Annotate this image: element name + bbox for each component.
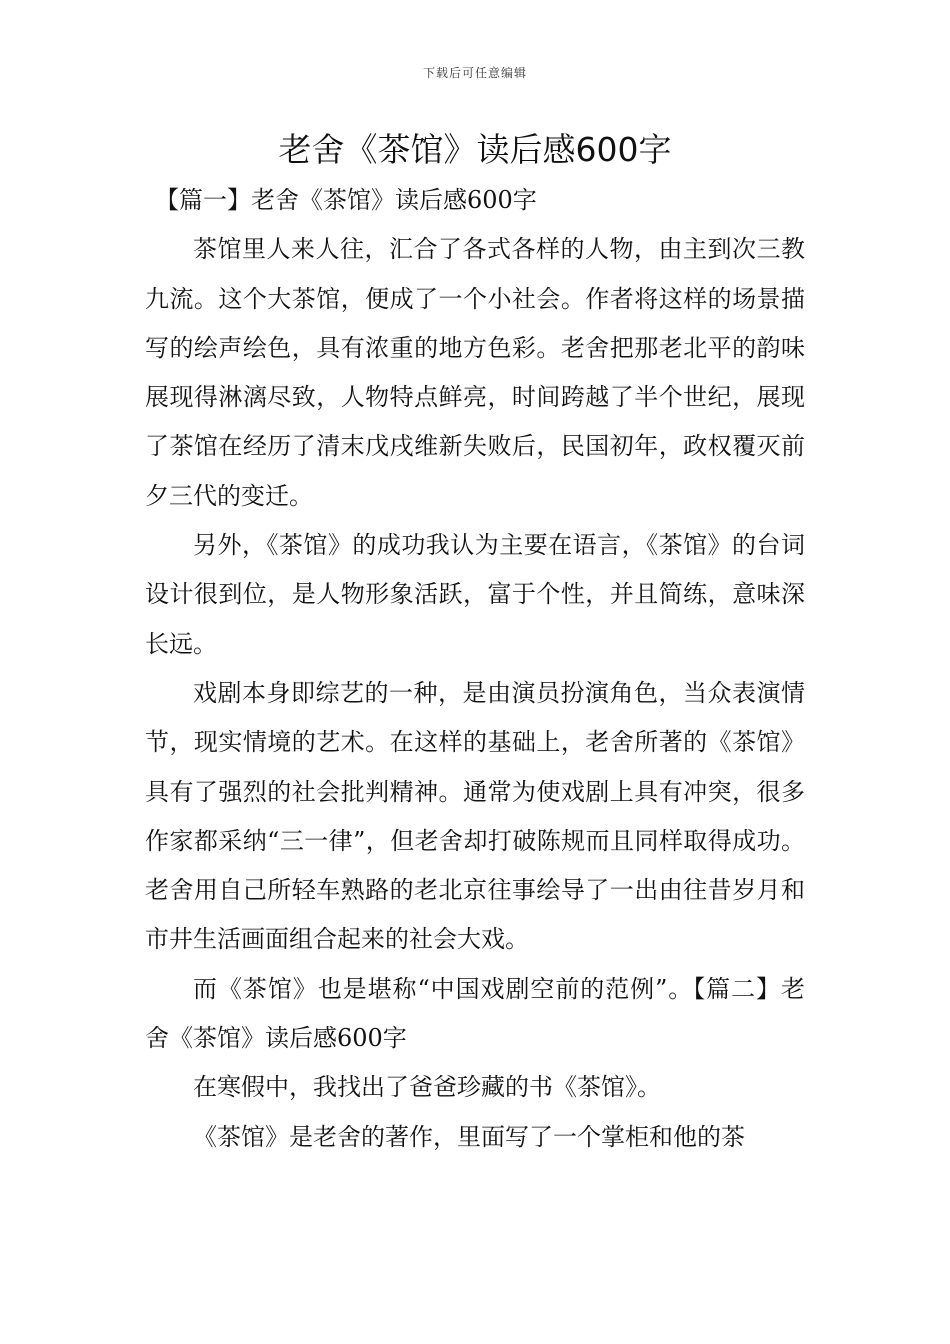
document-body [145, 176, 805, 1162]
paragraph-6: 《茶馆》是老舍的著作，里面写了一个掌柜和他的茶 [193, 1122, 745, 1151]
paragraph-2: 另外，《茶馆》的成功我认为主要在语言，《茶馆》的台词设计很到位，是人物形象活跃，富于个性，并且简练，意味深长远。 [145, 531, 805, 658]
section-heading: 【篇一】老舍《茶馆》读后感600字 [155, 186, 537, 214]
page-header: 下载后可任意编辑 [422, 66, 527, 80]
paragraph-5: 在寒假中，我找出了爸爸珍藏的书《茶馆》。 [193, 1073, 661, 1102]
paragraph-1: 茶馆里人来人往，汇合了各式各样的人物，由主到次三教九流。这个大茶馆，便成了一个小社会。作者将这样的场景描写的绘声绘色，具有浓重的地方色彩。老舍把那老北平的韵味展现得淋漓尽致，人物特点鲜亮，时间跨越了半个世纪，展现了茶馆在经历了清末戊戌维新失败后，民国初年，政权覆灭前夕三代的变迁。 [145, 235, 805, 510]
paragraph-3: 戏剧本身即综艺的一种，是由演员扮演角色，当众表演情节，现实情境的艺术。在这样的基础上，老舍所著的《茶馆》具有了强烈的社会批判精神。通常为使戏剧上具有冲突，很多作家都采纳“三一律”，但老舍却打破陈规而且同样取得成功。老舍用自己所轻车熟路的老北京往事绘导了一出由往昔岁月和市井生活画面组合起来的社会大戏。 [145, 678, 805, 954]
paragraph-4: 而《茶馆》也是堪称“中国戏剧空前的范例”。【篇二】老舍《茶馆》读后感600字 [145, 974, 805, 1053]
document-title: 老舍《茶馆》读后感600字 [278, 130, 672, 169]
